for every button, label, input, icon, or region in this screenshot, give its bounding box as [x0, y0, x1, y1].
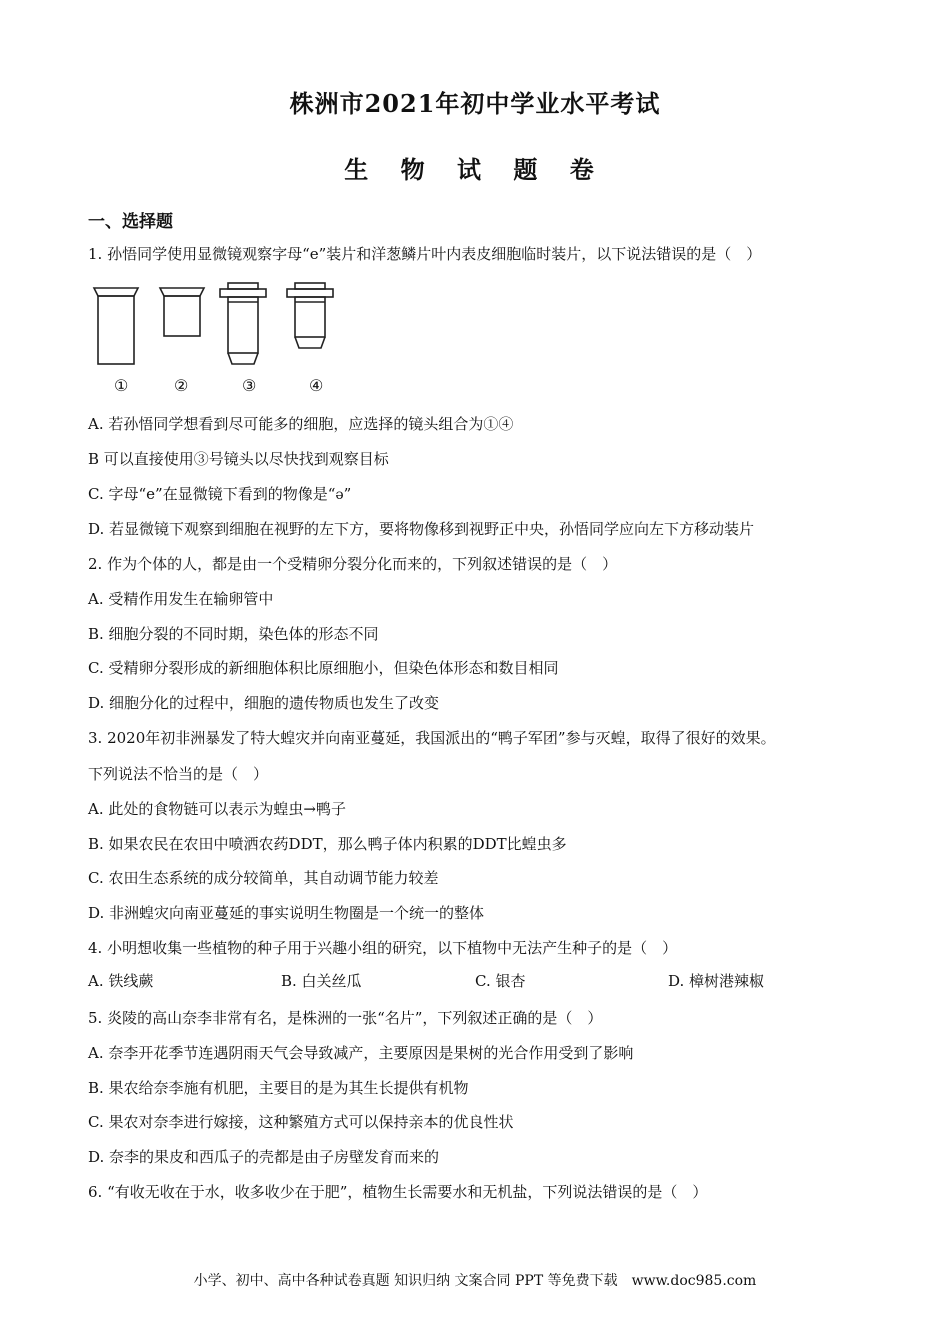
page-subtitle: 生 物 试 题 卷 [344, 155, 606, 184]
question-3-stem: 3. 2020年初非洲暴发了特大蝗灾并向南亚蔓延，我国派出的“鸭子军团”参与灭蝗，取得了很好的效果。 [88, 729, 776, 747]
question-3-stem-line2: 下列说法不恰当的是（ ） [88, 765, 269, 783]
question-5-stem: 5. 炎陵的高山奈李非常有名，是株洲的一张“名片”，下列叙述正确的是（ ） [88, 1009, 603, 1027]
question-2-option-c: C. 受精卵分裂形成的新细胞体积比原细胞小，但染色体形态和数目相同 [88, 659, 559, 677]
question-1-option-c-tail: ” [343, 485, 352, 503]
question-5-option-c: C. 果农对奈李进行嫁接，这种繁殖方式可以保持亲本的优良性状 [88, 1113, 514, 1131]
question-1-option-c-text: C. 字母“e”在显微镜下看到的物像是“ [88, 485, 336, 503]
microscope-lens-diagram [88, 280, 368, 400]
question-4-option-c: C. 银杏 [475, 972, 526, 990]
question-1-option-a: A. 若孙悟同学想看到尽可能多的细胞，应选择的镜头组合为①④ [88, 415, 514, 433]
mirrored-e-glyph: ə [335, 487, 344, 503]
question-3-option-d: D. 非洲蝗灾向南亚蔓延的事实说明生物圈是一个统一的整体 [88, 904, 485, 922]
section-title: 一、选择题 [88, 212, 173, 232]
lens-figure [88, 280, 368, 400]
question-1-option-d: D. 若显微镜下观察到细胞在视野的左下方，要将物像移到视野正中央，孙悟同学应向左下方移动装片 [88, 520, 755, 538]
question-5-option-d: D. 奈李的果皮和西瓜子的壳都是由子房壁发育而来的 [88, 1148, 440, 1166]
question-1-option-c [88, 483, 351, 504]
question-1-option-b: B 可以直接使用③号镜头以尽快找到观察目标 [88, 450, 389, 468]
lens-label-2: ② [174, 376, 189, 395]
question-3-option-b: B. 如果农民在农田中喷洒农药DDT，那么鸭子体内积累的DDT比蝗虫多 [88, 835, 567, 853]
question-4-option-a: A. 铁线蕨 [88, 972, 154, 990]
question-5-option-b: B. 果农给奈李施有机肥，主要目的是为其生长提供有机物 [88, 1079, 469, 1097]
lens-label-3: ③ [242, 376, 257, 395]
question-2-option-a: A. 受精作用发生在输卵管中 [88, 590, 274, 608]
question-4-options-row [88, 970, 868, 992]
question-2-option-b: B. 细胞分裂的不同时期，染色体的形态不同 [88, 625, 379, 643]
question-1-stem: 1. 孙悟同学使用显微镜观察字母“e”装片和洋葱鳞片叶内表皮细胞临时装片，以下说法错误的是（ ） [88, 245, 762, 263]
question-4-option-d: D. 樟树港辣椒 [668, 972, 765, 990]
lens-label-1: ① [114, 376, 129, 395]
lens-label-4: ④ [309, 376, 324, 395]
question-2-option-d: D. 细胞分化的过程中，细胞的遗传物质也发生了改变 [88, 694, 440, 712]
question-5-option-a: A. 奈李开花季节连遇阴雨天气会导致减产，主要原因是果树的光合作用受到了影响 [88, 1044, 634, 1062]
question-4-stem: 4. 小明想收集一些植物的种子用于兴趣小组的研究，以下植物中无法产生种子的是（ ） [88, 939, 678, 957]
question-3-option-c: C. 农田生态系统的成分较简单，其自动调节能力较差 [88, 869, 439, 887]
page-title: 株洲市2021年初中学业水平考试 [289, 89, 661, 118]
question-6-stem: 6. “有收无收在于水，收多收少在于肥”，植物生长需要水和无机盐，下列说法错误的是（ ） [88, 1183, 708, 1201]
question-2-stem: 2. 作为个体的人，都是由一个受精卵分裂分化而来的，下列叙述错误的是（ ） [88, 555, 618, 573]
page-footer: 小学、初中、高中各种试卷真题 知识归纳 文案合同 PPT 等免费下载 www.doc985.com [193, 1273, 757, 1289]
question-4-option-b: B. 白关丝瓜 [281, 972, 362, 990]
question-3-option-a: A. 此处的食物链可以表示为蝗虫→鸭子 [88, 800, 346, 818]
